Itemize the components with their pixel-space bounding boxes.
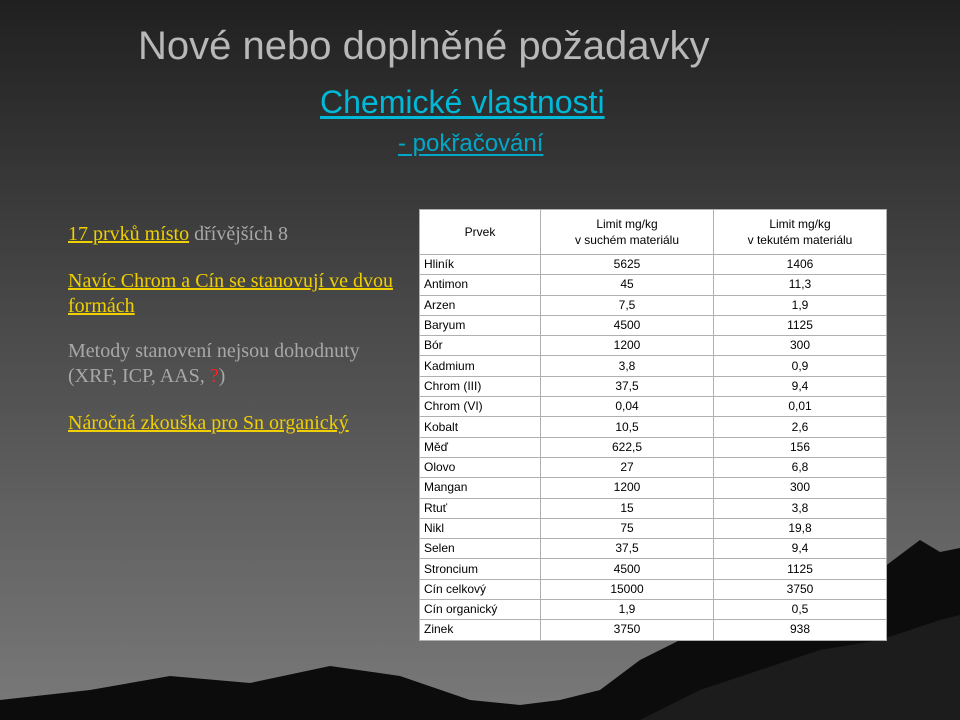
table-row (420, 356, 887, 376)
cell-liquid-limit: 6,8 (714, 457, 887, 477)
cell-element: Chrom (III) (420, 376, 541, 396)
header-liquid-line2: v tekutém materiálu (747, 233, 853, 247)
page-title: Nové nebo doplněné požadavky (138, 24, 710, 68)
header-element: Prvek (420, 210, 541, 255)
cell-dry-limit: 622,5 (541, 437, 714, 457)
cell-dry-limit: 15000 (541, 579, 714, 599)
cell-dry-limit: 10,5 (541, 417, 714, 437)
cell-element: Kadmium (420, 356, 541, 376)
limits-table (419, 209, 887, 641)
cell-element: Bór (420, 336, 541, 356)
cell-element: Kobalt (420, 417, 541, 437)
cell-liquid-limit: 1125 (714, 315, 887, 335)
cell-dry-limit: 15 (541, 498, 714, 518)
cell-element: Chrom (VI) (420, 397, 541, 417)
cell-element: Rtuť (420, 498, 541, 518)
cell-dry-limit: 3750 (541, 620, 714, 640)
cell-element: Cín organický (420, 600, 541, 620)
table-row (420, 559, 887, 579)
table-body (420, 255, 887, 641)
cell-liquid-limit: 300 (714, 336, 887, 356)
header-dry-line2: v suchém materiálu (574, 233, 680, 247)
header-dry-limit (541, 210, 714, 255)
cell-liquid-limit: 9,4 (714, 376, 887, 396)
cell-dry-limit: 1200 (541, 478, 714, 498)
cell-element: Antimon (420, 275, 541, 295)
cell-dry-limit: 3,8 (541, 356, 714, 376)
cell-liquid-limit: 0,5 (714, 600, 887, 620)
left-text-column (68, 222, 398, 436)
table-row (420, 478, 887, 498)
cell-element: Nikl (420, 518, 541, 538)
cell-dry-limit: 45 (541, 275, 714, 295)
cell-dry-limit: 37,5 (541, 539, 714, 559)
cell-element: Olovo (420, 457, 541, 477)
question-mark: ? (209, 365, 219, 387)
cell-liquid-limit: 0,9 (714, 356, 887, 376)
bullet-methods (68, 339, 398, 389)
table-row (420, 457, 887, 477)
cell-dry-limit: 1200 (541, 336, 714, 356)
cell-liquid-limit: 938 (714, 620, 887, 640)
cell-liquid-limit: 11,3 (714, 275, 887, 295)
cell-liquid-limit: 2,6 (714, 417, 887, 437)
cell-dry-limit: 0,04 (541, 397, 714, 417)
table-header-row (420, 210, 887, 255)
table-row (420, 620, 887, 640)
cell-element: Stroncium (420, 559, 541, 579)
cell-element: Arzen (420, 295, 541, 315)
cell-dry-limit: 27 (541, 457, 714, 477)
element-count-rest: dřívějších 8 (189, 223, 288, 245)
header-dry-line1: Limit mg/kg (596, 217, 658, 231)
cell-liquid-limit: 1406 (714, 255, 887, 275)
table-row (420, 315, 887, 335)
table-row (420, 579, 887, 599)
section-subtitle[interactable]: Chemické vlastnosti (320, 84, 605, 120)
element-count-link[interactable]: 17 prvků místo (68, 223, 190, 245)
table-row (420, 295, 887, 315)
header-liquid-limit (714, 210, 887, 255)
bullet-organic-tin-test[interactable]: Náročná zkouška pro Sn organický (68, 412, 349, 434)
continuation-subtitle[interactable]: - pokřačování (398, 130, 544, 157)
cell-element: Zinek (420, 620, 541, 640)
cell-liquid-limit: 19,8 (714, 518, 887, 538)
cell-dry-limit: 4500 (541, 315, 714, 335)
cell-element: Baryum (420, 315, 541, 335)
cell-dry-limit: 7,5 (541, 295, 714, 315)
table-row (420, 336, 887, 356)
cell-dry-limit: 1,9 (541, 600, 714, 620)
cell-element: Cín celkový (420, 579, 541, 599)
cell-dry-limit: 75 (541, 518, 714, 538)
header-liquid-line1: Limit mg/kg (769, 217, 831, 231)
cell-liquid-limit: 3,8 (714, 498, 887, 518)
table-row (420, 600, 887, 620)
table-row (420, 397, 887, 417)
cell-dry-limit: 4500 (541, 559, 714, 579)
bullet-chrom-tin-forms[interactable]: Navíc Chrom a Cín se stanovují ve dvou formách (68, 270, 393, 317)
methods-text: Metody stanovení nejsou dohodnuty (XRF, ICP, AAS, (68, 340, 360, 387)
table-row (420, 437, 887, 457)
cell-liquid-limit: 300 (714, 478, 887, 498)
cell-liquid-limit: 156 (714, 437, 887, 457)
cell-liquid-limit: 1125 (714, 559, 887, 579)
table-row (420, 518, 887, 538)
table-row (420, 539, 887, 559)
cell-liquid-limit: 1,9 (714, 295, 887, 315)
cell-element: Hliník (420, 255, 541, 275)
cell-dry-limit: 5625 (541, 255, 714, 275)
cell-dry-limit: 37,5 (541, 376, 714, 396)
table-row (420, 417, 887, 437)
cell-element: Selen (420, 539, 541, 559)
cell-liquid-limit: 3750 (714, 579, 887, 599)
table-row (420, 376, 887, 396)
table-row (420, 275, 887, 295)
table-row (420, 498, 887, 518)
bullet-element-count (68, 222, 398, 247)
cell-element: Měď (420, 437, 541, 457)
cell-liquid-limit: 9,4 (714, 539, 887, 559)
cell-liquid-limit: 0,01 (714, 397, 887, 417)
table-row (420, 255, 887, 275)
cell-element: Mangan (420, 478, 541, 498)
methods-close-paren: ) (218, 365, 226, 387)
